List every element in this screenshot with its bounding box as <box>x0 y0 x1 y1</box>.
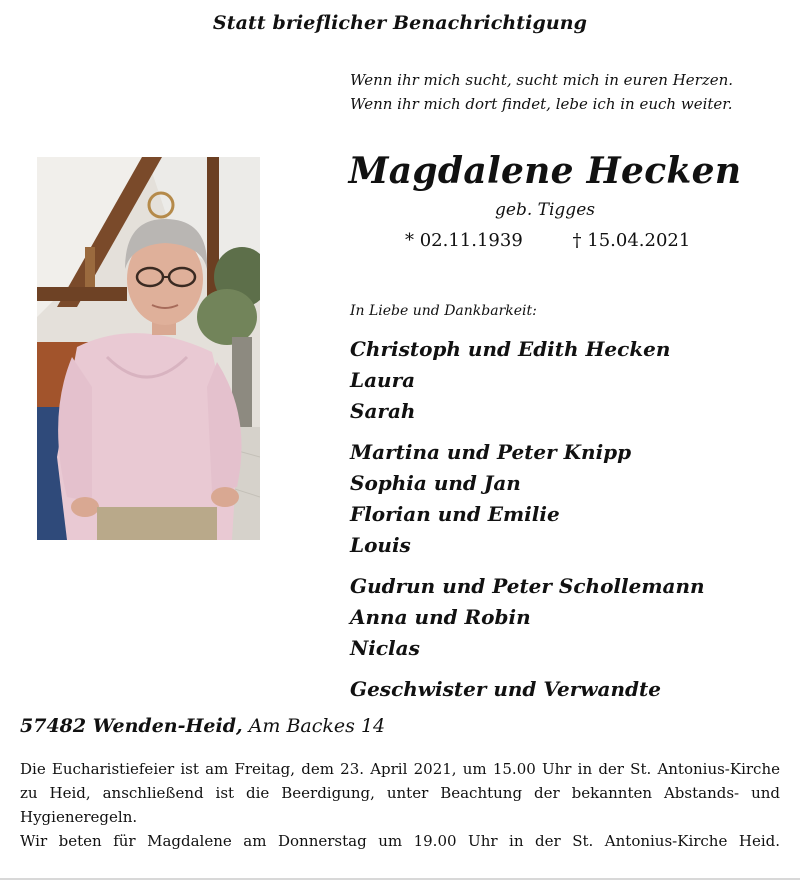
prayer-paragraph: Wir beten für Magdalene am Donnerstag um 19.00 Uhr in der St. Antonius-Kirche Heid. <box>20 832 780 850</box>
notice-heading: Statt brieflicher Benachrichtigung <box>212 12 588 34</box>
birth-date: * 02.11.1939 <box>405 230 523 251</box>
address-street: Am Backes 14 <box>248 715 386 737</box>
mourners-list <box>350 334 780 705</box>
mourner-entry: Christoph und Edith Hecken <box>350 337 671 361</box>
service-paragraph: Die Eucharistiefeier ist am Freitag, dem 23. April 2021, um 15.00 Uhr in der St. Antonius-Kirche zu Heid, anschließend ist die Beerdigung, unter Beachtung der bekannten Abstands- und Hygieneregeln. <box>20 760 780 826</box>
mourner-entry: Geschwister und Verwandte <box>350 677 661 701</box>
maiden-name: geb. Tigges <box>495 200 595 220</box>
mourner-group <box>350 571 780 664</box>
mourner-entry: Gudrun und Peter Schollemann <box>350 574 705 598</box>
dedication-text: In Liebe und Dankbarkeit: <box>350 303 537 319</box>
mourner-group <box>350 437 780 561</box>
mourner-entry: Anna und Robin <box>350 605 531 629</box>
mourner-entry: Laura <box>350 368 416 392</box>
address-city: 57482 Wenden-Heid, <box>20 715 243 737</box>
life-dates <box>405 230 690 251</box>
mourner-entry: Sarah <box>350 399 416 423</box>
mourner-group <box>350 334 780 427</box>
mourner-entry: Sophia und Jan <box>350 471 521 495</box>
mourner-entry: Martina und Peter Knipp <box>350 440 632 464</box>
quote-line-2: Wenn ihr mich dort findet, lebe ich in euch weiter. <box>350 95 733 113</box>
mourner-entry: Florian und Emilie <box>350 502 560 526</box>
portrait-photo <box>37 157 260 540</box>
death-date: † 15.04.2021 <box>572 230 691 251</box>
mourner-group <box>350 674 780 705</box>
family-address <box>20 715 385 737</box>
deceased-name: Magdalene Hecken <box>348 150 742 192</box>
quote-line-1: Wenn ihr mich sucht, sucht mich in euren Herzen. <box>350 71 734 89</box>
mourner-entry: Louis <box>350 533 411 557</box>
mourner-entry: Niclas <box>350 636 420 660</box>
service-notice <box>20 757 780 853</box>
memorial-quote <box>350 68 790 116</box>
